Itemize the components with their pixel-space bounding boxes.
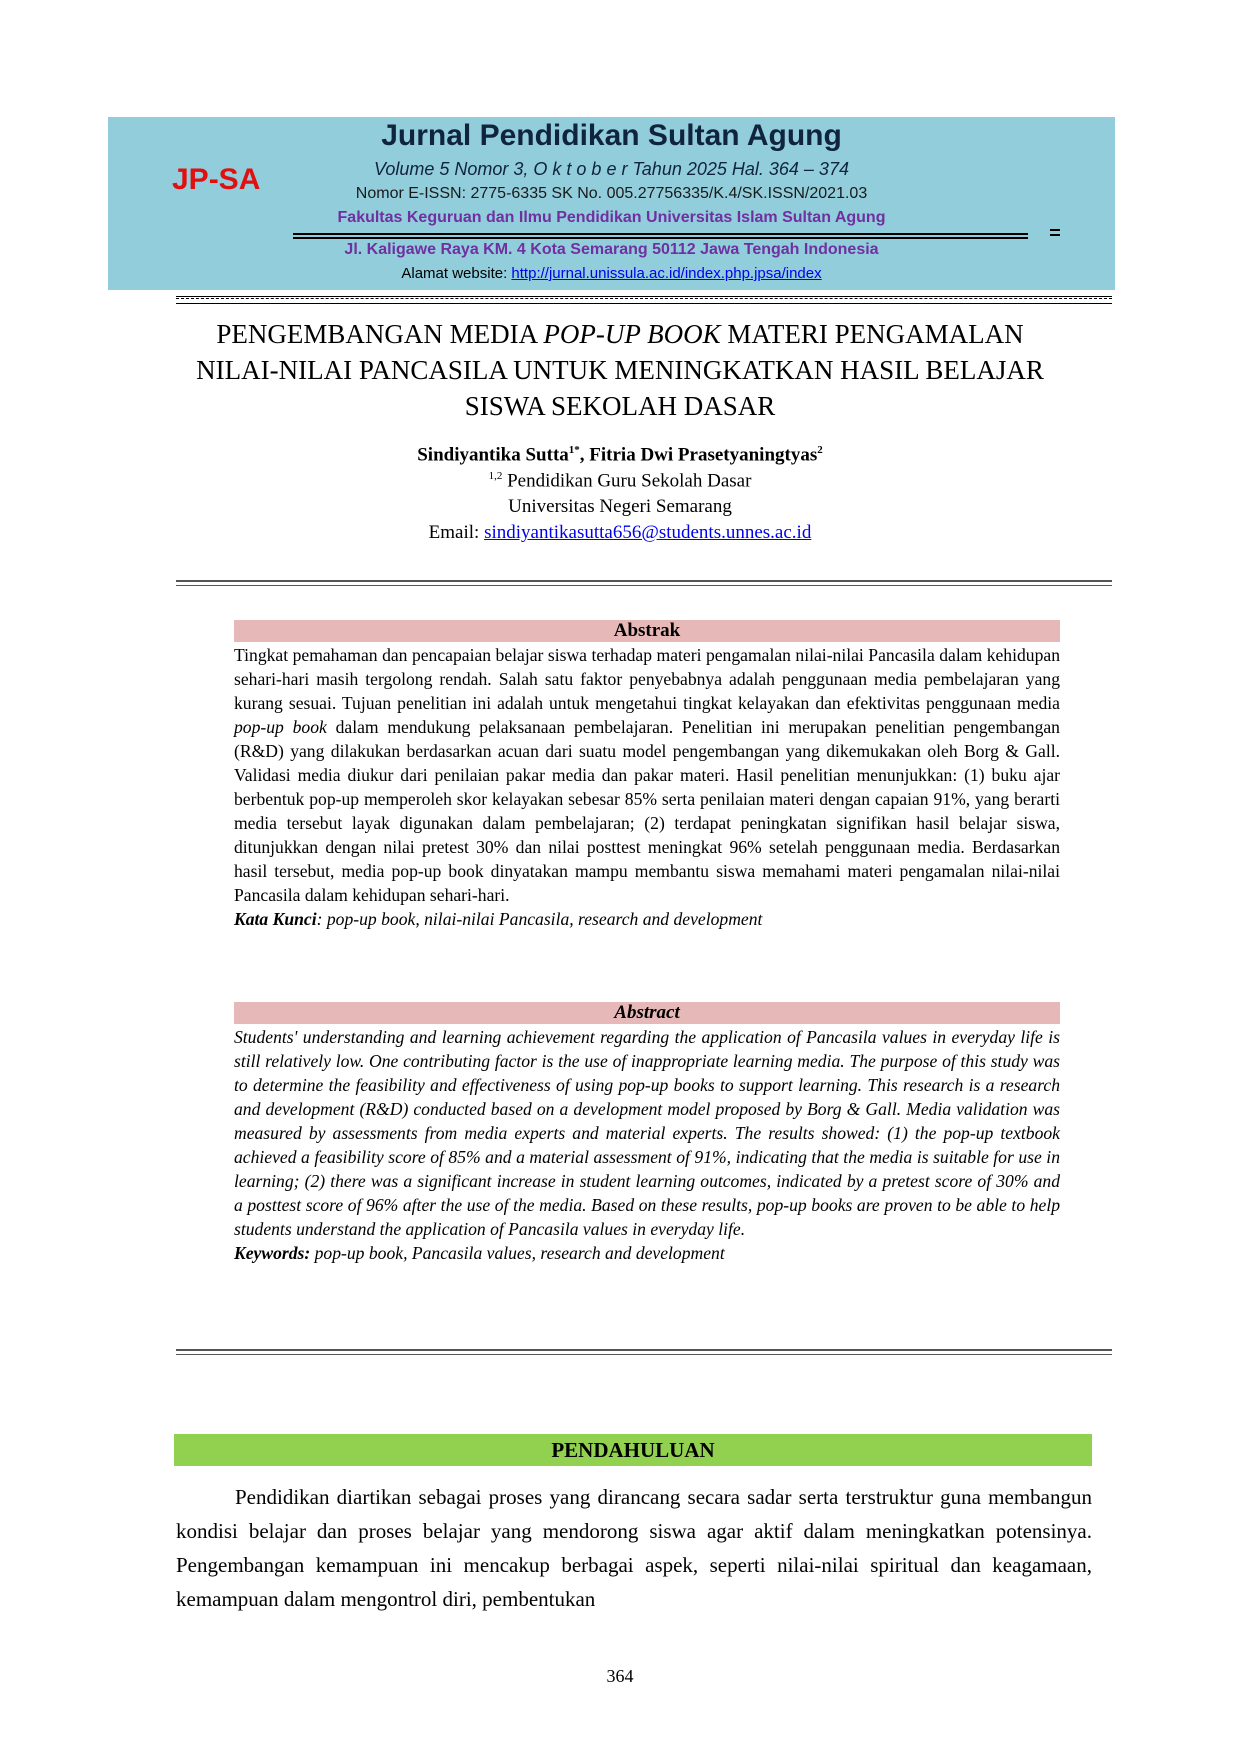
abstrak-keywords: Kata Kunci: pop-up book, nilai-nilai Pancasila, research and development: [234, 909, 763, 929]
title-line-3: SISWA SEKOLAH DASAR: [464, 391, 776, 421]
email-line: Email: sindiyantikasutta656@students.unnes.ac.id: [428, 522, 812, 543]
paragraph-text: Pendidikan diartikan sebagai proses yang dirancang secara sadar serta terstruktur guna membangun kondisi belajar dan proses belajar yang mendorong siswa agar aktif dalam meningkatkan potensinya. Pengembangan kemampuan ini mencakup berbagai aspek, seperti nilai-nilai spiritual dan keagamaan, kemampuan dalam mengontrol diri, pembentukan: [176, 1485, 1092, 1611]
header-divider: [293, 237, 1028, 239]
section-divider: [176, 1349, 1112, 1355]
journal-address: Jl. Kaligawe Raya KM. 4 Kota Semarang 50112 Jawa Tengah Indonesia: [344, 241, 879, 258]
email-link[interactable]: sindiyantikasutta656@students.unnes.ac.id: [484, 522, 812, 543]
journal-title: Jurnal Pendidikan Sultan Agung: [381, 119, 842, 152]
intro-paragraph: [176, 1480, 1092, 1616]
journal-issn: Nomor E-ISSN: 2775-6335 SK No. 005.27756335/K.4/SK.ISSN/2021.03: [355, 185, 868, 202]
abstrak-body: [234, 643, 1060, 931]
section-heading: PENDAHULUAN: [174, 1434, 1092, 1466]
page-number: 364: [606, 1666, 634, 1686]
abstrak-text: Tingkat pemahaman dan pencapaian belajar siswa terhadap materi pengamalan nilai-nilai Pancasila dalam kehidupan sehari-hari masih tergolong rendah. Salah satu faktor penyebabnya adalah penggunaan media pembelajaran yang kurang sesuai. Tujuan penelitian ini adalah untuk mengetahui tingkat kelayakan dan efektivitas penggunaan media pop-up book dalam mendukung pelaksanaan pembelajaran. Penelitian ini merupakan penelitian pengembangan (R&D) yang dilakukan berdasarkan acuan dari suatu model pengembangan yang dikemukakan oleh Borg & Gall. Validasi media diukur dari penilaian pakar media dan pakar materi. Hasil penelitian menunjukkan: (1) buku ajar berbentuk pop-up memperoleh skor kelayakan sebesar 85% serta penilaian materi dengan capaian 91%, yang berarti media tersebut layak digunakan dalam pembelajaran; (2) terdapat peningkatan signifikan hasil belajar siswa, ditunjukkan dengan nilai pretest 30% dan nilai posttest meningkat 96% setelah penggunaan media. Berdasarkan hasil tersebut, media pop-up book dinyatakan mampu membantu siswa memahami materi pengamalan nilai-nilai Pancasila dalam kehidupan sehari-hari.: [234, 645, 1060, 905]
title-line-1: PENGEMBANGAN MEDIA POP-UP BOOK MATERI PENGAMALAN: [216, 319, 1024, 349]
journal-volume: Volume 5 Nomor 3, O k t o b e r Tahun 2025 Hal. 364 – 374: [374, 159, 849, 179]
abstract-text: Students' understanding and learning achievement regarding the application of Pancasila values in everyday life is still relatively low. One contributing factor is the use of inappropriate learning media. The purpose of this study was to determine the feasibility and effectiveness of using pop-up books to support learning. This research is a research and development (R&D) conducted based on a development model proposed by Borg & Gall. Media validation was measured by assessments from media experts and material experts. The results showed: (1) the pop-up textbook achieved a feasibility score of 85% and a material assessment of 91%, indicating that the media is suitable for use in learning; (2) there was a significant increase in student learning outcomes, indicated by a pretest score of 30% and a posttest score of 96% after the use of the media. Based on these results, pop-up books are proven to be able to help students understand the application of Pancasila values in everyday life.: [234, 1027, 1060, 1239]
title-line-2: NILAI-NILAI PANCASILA UNTUK MENINGKATKAN HASIL BELAJAR: [196, 355, 1044, 385]
author-name: Fitria Dwi Prasetyaningtyas: [589, 444, 818, 466]
journal-header: [108, 117, 1115, 290]
website-label: Alamat website:: [401, 265, 512, 282]
website-link[interactable]: http://jurnal.unissula.ac.id/index.php.jpsa/index: [511, 265, 822, 282]
university: Universitas Negeri Semarang: [508, 496, 732, 517]
header-bottom-divider: [176, 296, 1112, 304]
journal-website-line: [108, 265, 1115, 282]
abstrak-heading: Abstrak: [234, 620, 1060, 642]
section-divider: [176, 580, 1112, 586]
header-mark: [1050, 229, 1060, 231]
journal-faculty: Fakultas Keguruan dan Ilmu Pendidikan Universitas Islam Sultan Agung: [337, 209, 886, 226]
header-mark: [1050, 234, 1060, 236]
abstract-body: [234, 1025, 1060, 1265]
author-list: Sindiyantika Sutta$^{1*}$, Fitria Dwi Prasetyaningtyas$^2$: [417, 444, 823, 466]
affiliation: $^{1,2}$ Pendidikan Guru Sekolah Dasar: [488, 470, 752, 492]
header-divider: [293, 233, 1028, 235]
abstract-keywords: Keywords: pop-up book, Pancasila values, research and development: [234, 1243, 725, 1263]
paper-title: [150, 316, 1090, 424]
journal-logo: JP-SA: [172, 163, 261, 196]
abstract-heading: Abstract: [234, 1002, 1060, 1024]
author-name: Sindiyantika Sutta: [417, 444, 569, 466]
